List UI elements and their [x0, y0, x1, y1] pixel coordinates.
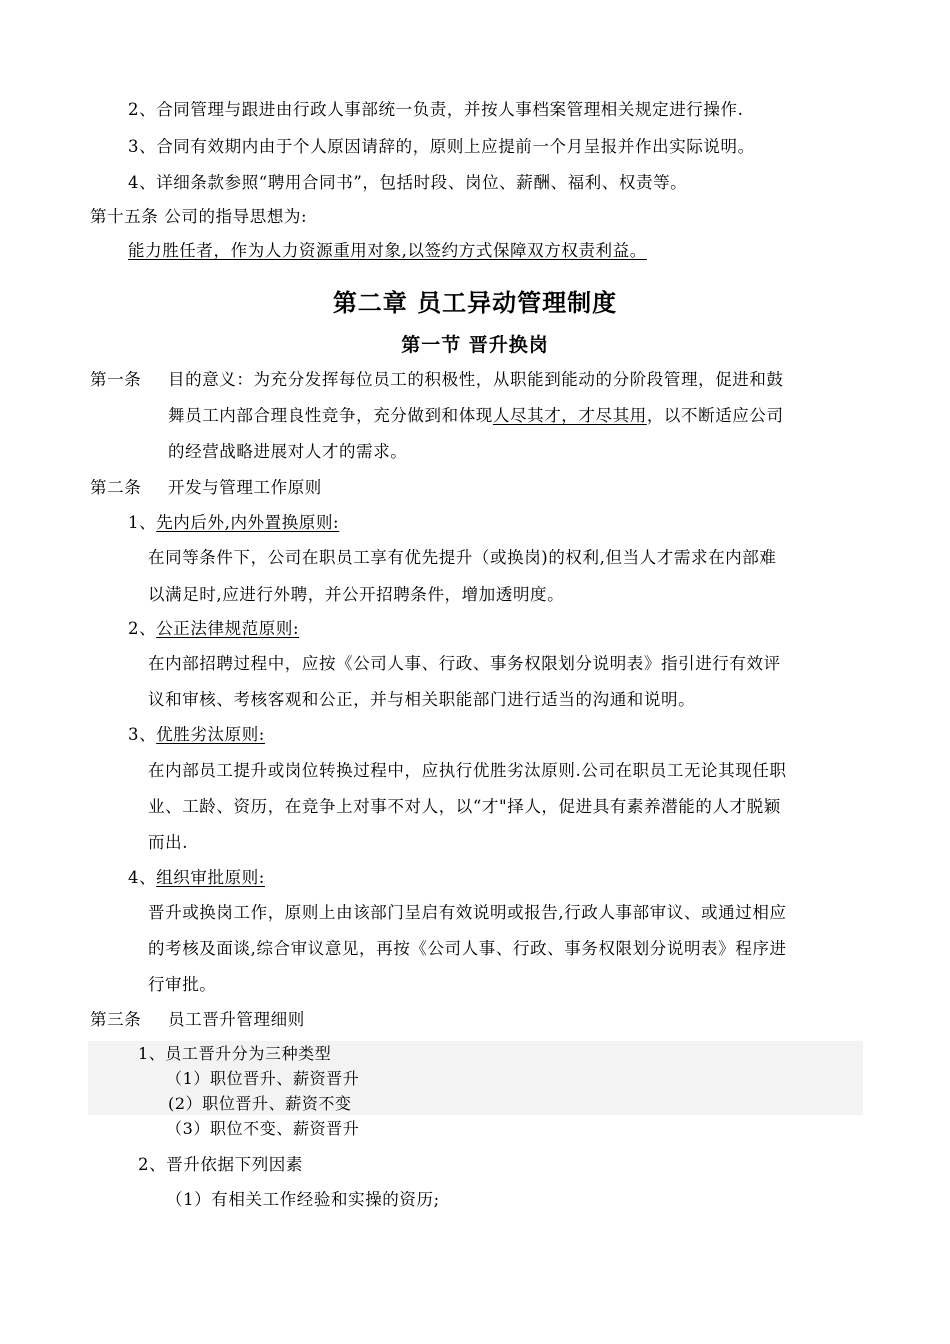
article-1-line-2-start: 舞员工内部合理良性竞争，充分做到和体现: [168, 406, 493, 425]
article-1-label: 第一条: [90, 370, 142, 389]
chapter-title: 第二章 员工异动管理制度: [332, 288, 618, 317]
article-3-title: 员工晋升管理细则: [168, 1010, 305, 1029]
article-15-text: 能力胜任者，作为人力资源重用对象,以签约方式保障双方权责利益。: [128, 241, 647, 260]
contract-item-2: 2、合同管理与跟进由行政人事部统一负责，并按人事档案管理相关规定进行操作.: [128, 100, 744, 119]
article-1-underlined-phrase: 人尽其才，才尽其用: [492, 406, 647, 425]
principle-3-line-3: 而出.: [148, 833, 189, 852]
promotion-factor-1: （1）有相关工作经验和实操的资历;: [166, 1190, 440, 1209]
principle-1-heading: [128, 512, 339, 534]
promotion-type-1: （1）职位晋升、薪资晋升: [166, 1069, 360, 1088]
principle-1-line-1: 在同等条件下，公司在职员工享有优先提升（或换岗)的权利,但当人才需求在内部难: [148, 548, 777, 567]
article-1-line-2: [168, 405, 784, 427]
principle-1-line-2: 以满足时,应进行外聘，并公开招聘条件，增加透明度。: [148, 585, 565, 604]
promotion-factors-heading: 2、晋升依据下列因素: [138, 1155, 303, 1174]
principle-4-line-2: 的考核及面谈,综合审议意见，再按《公司人事、行政、事务权限划分说明表》程序进: [148, 939, 787, 958]
contract-item-4: 4、详细条款参照“聘用合同书”，包括时段、岗位、薪酬、福利、权责等。: [128, 173, 688, 192]
principle-2-title: 公正法律规范原则:: [156, 619, 300, 638]
promotion-type-3: （3）职位不变、薪资晋升: [166, 1119, 360, 1138]
principle-4-number: 4、: [128, 868, 157, 887]
principle-4-line-1: 晋升或换岗工作，原则上由该部门呈启有效说明或报告,行政人事部审议、或通过相应: [148, 903, 787, 922]
principle-2-line-1: 在内部招聘过程中，应按《公司人事、行政、事务权限划分说明表》指引进行有效评: [148, 654, 781, 673]
section-title: 第一节 晋升换岗: [401, 334, 549, 356]
principle-1-title: 先内后外,内外置换原则:: [156, 513, 340, 532]
principle-2-heading: [128, 618, 299, 640]
contract-item-3: 3、合同有效期内由于个人原因请辞的，原则上应提前一个月呈报并作出实际说明。: [128, 137, 755, 156]
article-2-label: 第二条: [90, 478, 142, 497]
article-3-label: 第三条: [90, 1010, 142, 1029]
article-2-title: 开发与管理工作原则: [168, 478, 322, 497]
principle-2-line-2: 议和审核、考核客观和公正，并与相关职能部门进行适当的沟通和说明。: [148, 690, 696, 709]
principle-3-heading: [128, 724, 265, 746]
principle-3-line-2: 业、工龄、资历，在竞争上对事不对人，以“才"择人，促进具有素养潜能的人才脱颖: [148, 797, 781, 816]
article-1-line-3: 的经营战略进展对人才的需求。: [168, 442, 408, 461]
principle-3-title: 优胜劣汰原则:: [156, 725, 265, 744]
promotion-types-heading: 1、员工晋升分为三种类型: [138, 1044, 332, 1063]
article-1-line-1: 目的意义：为充分发挥每位员工的积极性，从职能到能动的分阶段管理，促进和鼓: [168, 370, 784, 389]
article-15-heading: 第十五条 公司的指导思想为:: [90, 207, 308, 226]
principle-3-number: 3、: [128, 725, 157, 744]
principle-4-heading: [128, 867, 265, 889]
promotion-type-2: (2）职位晋升、薪资不变: [168, 1094, 352, 1113]
principle-1-number: 1、: [128, 513, 157, 532]
principle-4-title: 组织审批原则:: [156, 868, 265, 887]
principle-2-number: 2、: [128, 619, 157, 638]
principle-4-line-3: 行审批。: [148, 975, 217, 994]
principle-3-line-1: 在内部员工提升或岗位转换过程中，应执行优胜劣汰原则.公司在职员工无论其现任职: [148, 761, 787, 780]
article-1-line-2-end: ，以不断适应公司: [646, 406, 784, 425]
